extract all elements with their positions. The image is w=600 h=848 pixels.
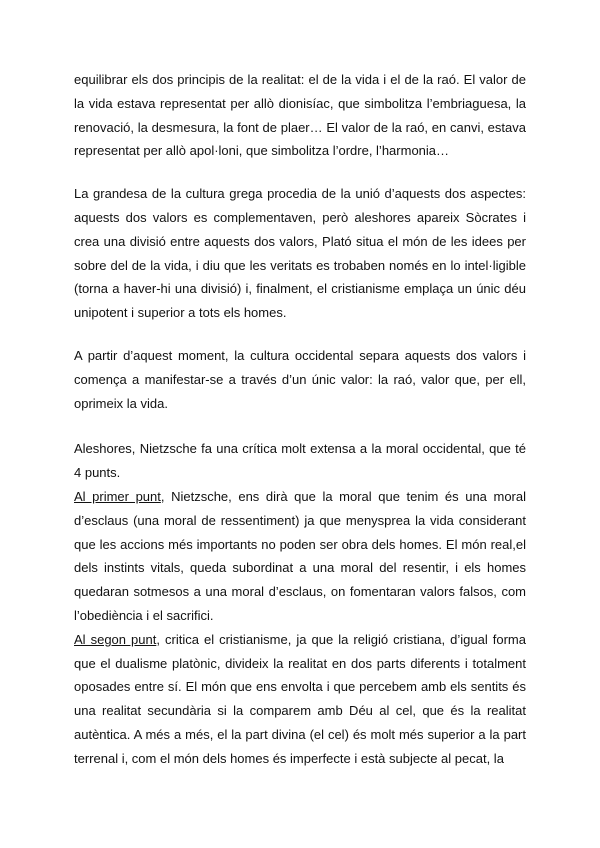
first-point-label: Al primer punt xyxy=(74,488,161,504)
paragraph-2: La grandesa de la cultura grega procedia de la unió d’aquests dos aspectes: aquests dos valors es complementaven, però aleshores apareix Sòcrates i crea una divisió entre aquests dos valors, Plató situa el món de les idees per sobre del de la vida, i diu que les veritats es trobaben només en lo intel·ligible (torna a haver-hi una divisió) i, finalment, el cristianisme emplaça un únic déu unipotent i superior a tots els homes. xyxy=(74,186,526,321)
second-point-label: Al segon punt xyxy=(74,631,157,647)
paragraph-1: equilibrar els dos principis de la realitat: el de la vida i el de la raó. El valor de la vida estava representat per allò dionisíac, que simbolitza l’embriaguesa, la renovació, la desmesura, la font de plaer… El valor de la raó, en canvi, estava representat per allò apol·loni, que simbolitza l’ordre, l’harmonia… xyxy=(74,72,526,159)
first-point-text: , Nietzsche, ens dirà que la moral que tenim és una moral d’esclaus (una moral de ressentiment) ja que menysprea la vida considerant que les accions més importants no poden ser obra dels homes. El món real,el dels instints vitals, queda subordinat a una moral del resentir, i els homes quedaran sotmesos a una moral d’esclaus, on fomentaran valors falsos, com l’obediència i el sacrifici. xyxy=(74,488,526,623)
paragraph-3: A partir d’aquest moment, la cultura occidental separa aquests dos valors i comença a manifestar-se a través d’un únic valor: la raó, valor que, per ell, oprimeix la vida. xyxy=(74,347,526,411)
paragraph-first-point xyxy=(74,485,526,628)
second-point-text: , critica el cristianisme, ja que la religió cristiana, d’igual forma que el dualisme platònic, divideix la realitat en dos parts diferents i totalment oposades entre sí. El món que ens envolta i que percebem amb els sentits és una realitat secundària si la comparem amb Déu al cel, que és la realitat autèntica. A més a més, el la part divina (el cel) és molt més superior a la part terrenal i, com el món dels homes és imperfecte i està subjecte al pecat, la xyxy=(74,631,526,766)
blank-line xyxy=(74,415,526,437)
paragraph-second-point xyxy=(74,628,526,771)
document-body xyxy=(74,68,526,771)
paragraph-4: Aleshores, Nietzsche fa una crítica molt extensa a la moral occidental, que té 4 punts. xyxy=(74,441,526,481)
